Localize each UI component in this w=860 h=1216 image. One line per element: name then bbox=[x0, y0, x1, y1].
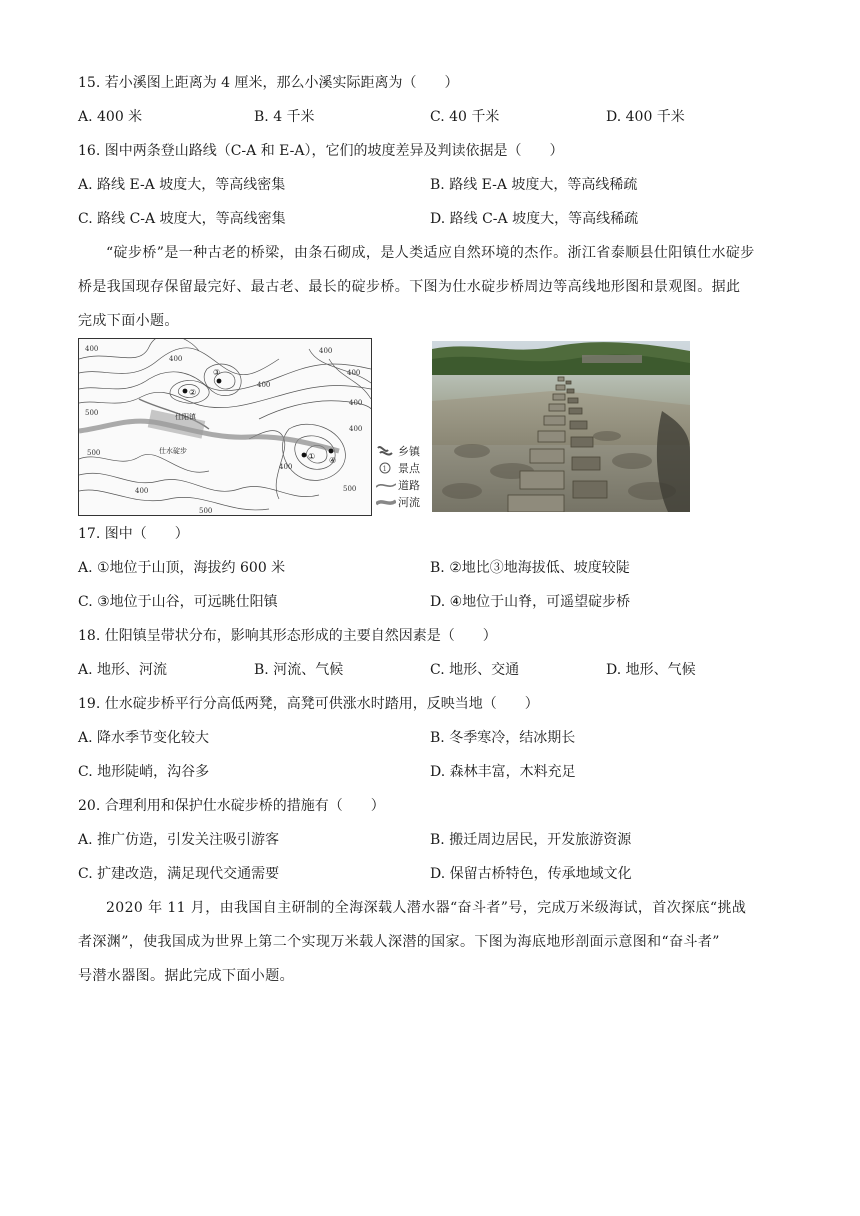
point-3-label: ③ bbox=[213, 368, 221, 377]
passage-2-line-3: 号潜水器图。据此完成下面小题。 bbox=[78, 968, 294, 984]
question-15-stem: 15. 若小溪图上距离为 4 厘米，那么小溪实际距离为（ ） bbox=[78, 75, 459, 91]
point-1-label: ① bbox=[308, 452, 316, 461]
q19-option-b[interactable]: B. 冬季寒冷，结冰期长 bbox=[430, 730, 576, 746]
point-1-marker bbox=[302, 453, 307, 458]
legend-item bbox=[376, 493, 436, 510]
q20-option-d[interactable]: D. 保留古桥特色，传承地域文化 bbox=[430, 866, 632, 882]
question-20-stem: 20. 合理利用和保护仕水碇步桥的措施有（ ） bbox=[78, 798, 385, 814]
point-4-marker bbox=[329, 449, 334, 454]
q16-option-a[interactable]: A. 路线 E-A 坡度大，等高线密集 bbox=[78, 177, 286, 193]
q19-option-d[interactable]: D. 森林丰富，木料充足 bbox=[430, 764, 576, 780]
contour-label: 500 bbox=[343, 485, 357, 493]
legend-item bbox=[376, 442, 436, 459]
q18-option-b[interactable]: B. 河流、气候 bbox=[254, 662, 344, 678]
q15-option-d[interactable]: D. 400 千米 bbox=[606, 109, 685, 125]
q19-option-c[interactable]: C. 地形陡峭，沟谷多 bbox=[78, 764, 210, 780]
q20-option-b[interactable]: B. 搬迁周边居民，开发旅游资源 bbox=[430, 832, 632, 848]
q15-option-c[interactable]: C. 40 千米 bbox=[430, 109, 500, 125]
contour-map-drawing bbox=[79, 339, 371, 515]
passage-2-line-2: 者深渊”，使我国成为世界上第二个实现万米载人深潜的国家。下图为海底地形剖面示意图和“奋斗者” bbox=[78, 934, 720, 950]
legend-label: 道路 bbox=[398, 479, 420, 492]
contour-label: 500 bbox=[87, 449, 101, 457]
passage-1-line-1: “碇步桥”是一种古老的桥梁，由条石砌成，是人类适应自然环境的杰作。浙江省泰顺县仕阳镇仕水碇步 bbox=[106, 245, 755, 261]
q17-option-c[interactable]: C. ③地位于山谷，可远眺仕阳镇 bbox=[78, 594, 278, 610]
question-19-stem: 19. 仕水碇步桥平行分高低两凳，高凳可供涨水时踏用，反映当地（ ） bbox=[78, 696, 539, 712]
legend-item bbox=[376, 459, 436, 476]
point-3-marker bbox=[217, 379, 222, 384]
q17-option-b[interactable]: B. ②地比③地海拔低、坡度较陡 bbox=[430, 560, 630, 576]
contour-label: 400 bbox=[279, 463, 293, 471]
q18-option-c[interactable]: C. 地形、交通 bbox=[430, 662, 520, 678]
map-legend bbox=[376, 442, 436, 516]
scenic-spot-icon bbox=[376, 461, 396, 475]
q17-option-a[interactable]: A. ①地位于山顶，海拔约 600 米 bbox=[78, 560, 286, 576]
contour-label: 400 bbox=[257, 381, 271, 389]
q18-option-d[interactable]: D. 地形、气候 bbox=[606, 662, 696, 678]
river-icon bbox=[376, 495, 396, 509]
town-icon bbox=[376, 444, 396, 458]
contour-label: 500 bbox=[199, 507, 213, 515]
contour-map bbox=[78, 338, 372, 516]
point-4-label: ④ bbox=[329, 456, 337, 465]
contour-label: 400 bbox=[169, 355, 183, 363]
passage-1-line-2: 桥是我国现存保留最完好、最古老、最长的碇步桥。下图为仕水碇步桥周边等高线地形图和景观图。据此 bbox=[78, 279, 741, 295]
passage-1-line-3: 完成下面小题。 bbox=[78, 313, 179, 329]
contour-label: 400 bbox=[319, 347, 333, 355]
bridge-photo-drawing bbox=[432, 341, 690, 512]
q17-option-d[interactable]: D. ④地位于山脊，可遥望碇步桥 bbox=[430, 594, 631, 610]
q20-option-a[interactable]: A. 推广仿造，引发关注吸引游客 bbox=[78, 832, 280, 848]
q19-option-a[interactable]: A. 降水季节变化较大 bbox=[78, 730, 210, 746]
q15-option-a[interactable]: A. 400 米 bbox=[78, 109, 143, 125]
point-2-label: ② bbox=[189, 388, 197, 397]
q18-option-a[interactable]: A. 地形、河流 bbox=[78, 662, 168, 678]
q16-option-c[interactable]: C. 路线 C-A 坡度大，等高线密集 bbox=[78, 211, 286, 227]
q16-option-d[interactable]: D. 路线 C-A 坡度大，等高线稀疏 bbox=[430, 211, 639, 227]
contour-label: 400 bbox=[135, 487, 149, 495]
passage-2-line-1: 2020 年 11 月，由我国自主研制的全海深载人潜水器“奋斗者”号，完成万米级海试，首次探底“挑战 bbox=[106, 900, 747, 916]
road-icon bbox=[376, 478, 396, 492]
contour-label: 400 bbox=[347, 369, 361, 377]
legend-label: 河流 bbox=[398, 496, 420, 509]
contour-label: 400 bbox=[349, 399, 363, 407]
point-2-marker bbox=[183, 389, 188, 394]
stepping-stone-bridge-photo bbox=[432, 341, 690, 512]
bridge-label: 仕水碇步 bbox=[159, 447, 187, 455]
question-17-stem: 17. 图中（ ） bbox=[78, 526, 189, 542]
legend-label: 乡镇 bbox=[398, 445, 420, 458]
contour-label: 500 bbox=[85, 409, 99, 417]
q20-option-c[interactable]: C. 扩建改造，满足现代交通需要 bbox=[78, 866, 280, 882]
contour-label: 400 bbox=[85, 345, 99, 353]
contour-label: 400 bbox=[349, 425, 363, 433]
question-16-stem: 16. 图中两条登山路线（C-A 和 E-A），它们的坡度差异及判读依据是（ ） bbox=[78, 143, 564, 159]
q16-option-b[interactable]: B. 路线 E-A 坡度大，等高线稀疏 bbox=[430, 177, 638, 193]
question-18-stem: 18. 仕阳镇呈带状分布，影响其形态形成的主要自然因素是（ ） bbox=[78, 628, 497, 644]
town-label: 仕阳镇 bbox=[175, 413, 196, 421]
svg-text:1: 1 bbox=[382, 465, 387, 473]
legend-label: 景点 bbox=[398, 462, 420, 475]
q15-option-b[interactable]: B. 4 千米 bbox=[254, 109, 315, 125]
legend-item bbox=[376, 476, 436, 493]
